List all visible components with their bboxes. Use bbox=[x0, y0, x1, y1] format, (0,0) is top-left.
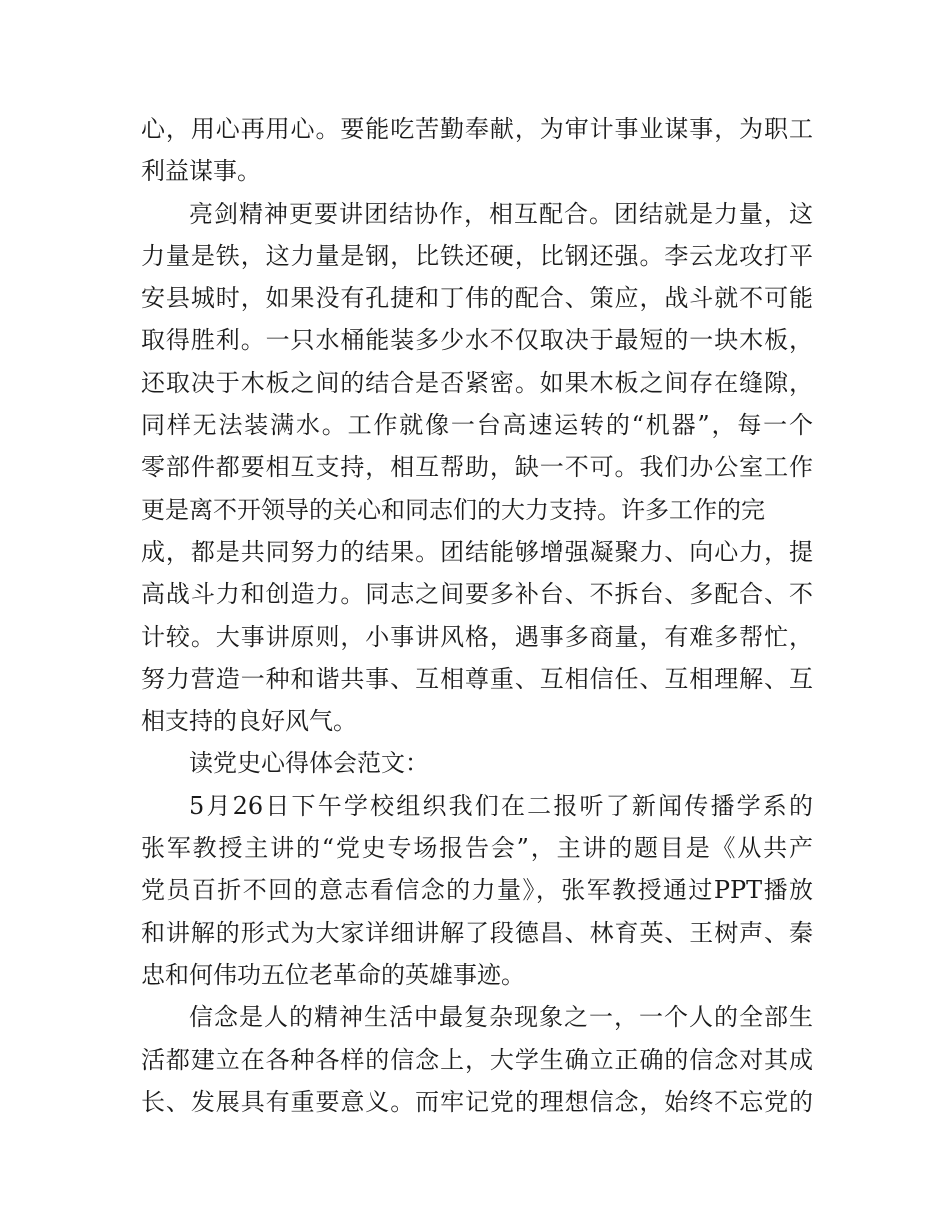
text-line: 努力营造一种和谐共事、互相尊重、互相信任、互相理解、互 bbox=[141, 664, 813, 693]
text-line: 力量是铁，这力量是钢，比铁还硬，比钢还强。李云龙攻打平 bbox=[141, 241, 813, 270]
text-line: 党员百折不回的意志看信念的力量》，张军教授通过PPT播放 bbox=[141, 876, 813, 905]
paragraph-first-line: 信念是人的精神生活中最复杂现象之一，一个人的全部生 bbox=[189, 1003, 813, 1032]
paragraph-first-line: 读党史心得体会范文： bbox=[189, 749, 429, 778]
document-body bbox=[141, 108, 813, 1123]
text-line: 成，都是共同努力的结果。团结能够增强凝聚力、向心力，提 bbox=[141, 537, 813, 566]
text-line: 和讲解的形式为大家详细讲解了段德昌、林育英、王树声、秦 bbox=[141, 918, 813, 947]
text-line: 计较。大事讲原则，小事讲风格，遇事多商量，有难多帮忙， bbox=[141, 622, 813, 651]
text-line: 安县城时，如果没有孔捷和丁伟的配合、策应，战斗就不可能 bbox=[141, 284, 813, 313]
text-line: 活都建立在各种各样的信念上，大学生确立正确的信念对其成 bbox=[141, 1045, 813, 1074]
text-line: 长、发展具有重要意义。而牢记党的理想信念，始终不忘党的 bbox=[141, 1087, 813, 1116]
text-line: 零部件都要相互支持，相互帮助，缺一不可。我们办公室工作 bbox=[141, 453, 813, 482]
text-line: 利益谋事。 bbox=[141, 157, 261, 186]
text-line: 忠和何伟功五位老革命的英雄事迹。 bbox=[141, 960, 525, 989]
text-line: 相支持的良好风气。 bbox=[141, 707, 357, 736]
text-line: 取得胜利。一只水桶能装多少水不仅取决于最短的一块木板， bbox=[141, 326, 813, 355]
text-line: 还取决于木板之间的结合是否紧密。如果木板之间存在缝隙， bbox=[141, 368, 813, 397]
text-line: 更是离不开领导的关心和同志们的大力支持。许多工作的完 bbox=[141, 495, 765, 524]
text-line: 同样无法装满水。工作就像一台高速运转的“机器”，每一个 bbox=[141, 411, 813, 440]
text-line: 高战斗力和创造力。同志之间要多补台、不拆台、多配合、不 bbox=[141, 580, 813, 609]
paragraph-first-line: 亮剑精神更要讲团结协作，相互配合。团结就是力量，这 bbox=[189, 199, 813, 228]
paragraph-first-line: 5月26日下午学校组织我们在二报听了新闻传播学系的 bbox=[189, 791, 813, 820]
text-line: 张军教授主讲的“党史专场报告会”，主讲的题目是《从共产 bbox=[141, 834, 813, 863]
text-line: 心，用心再用心。要能吃苦勤奉献，为审计事业谋事，为职工 bbox=[141, 115, 813, 143]
